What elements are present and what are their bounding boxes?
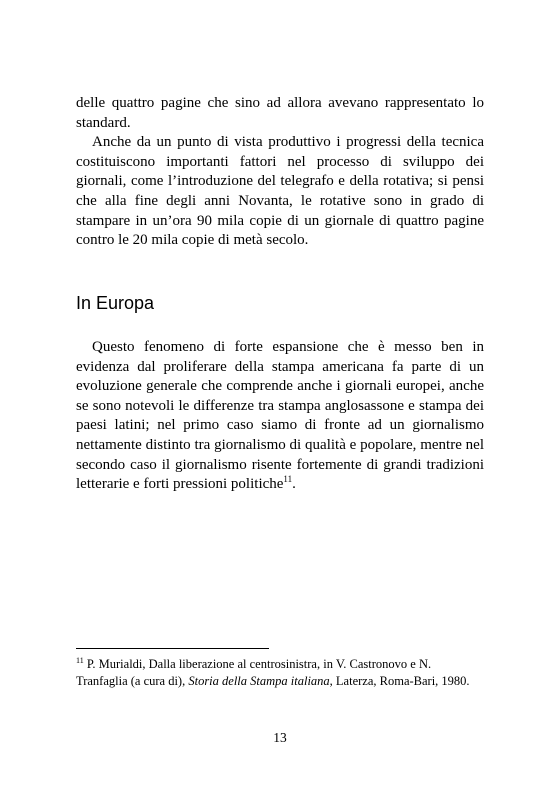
footnote-text-before: P. Murialdi, Dalla liberazione al centrosinistra, in V. Castronovo e N. Tranfaglia (a cura di),	[76, 657, 432, 688]
paragraph-production: Anche da un punto di vista produttivo i progressi della tecnica costituiscono importanti fattori nel processo di sviluppo dei giornali, come l’introduzione del telegrafo e della rotativa; si pensi che alla fine degli anni Novanta, le rotative sono in grado di stampare in un’ora 90 mila copie di un giornale di quattro pagine contro le 20 mila copie di metà secolo.	[76, 134, 484, 249]
footnote-divider	[76, 648, 269, 649]
paragraph-europa	[76, 338, 484, 495]
footnote-reference[interactable]: 11	[283, 474, 293, 485]
text-block-top	[76, 94, 484, 251]
footnote-number: 11	[76, 655, 84, 665]
footnote-text-after: , Laterza, Roma-Bari, 1980.	[329, 673, 470, 688]
paragraph-continuation: delle quattro pagine che sino ad allora avevano rappresentato lo standard.	[76, 95, 484, 131]
footnote-title: Storia della Stampa italiana	[188, 673, 330, 688]
page-number: 13	[273, 730, 287, 745]
paragraph-europa-text: Questo fenomeno di forte espansione che è messo ben in evidenza dal proliferare della stampa americana fa parte di un evoluzione generale che comprende anche i giornali europei, anche se sono notevoli le differenze tra stampa anglosassone e stampa dei paesi latini; nel primo caso siamo di fronte ad un giornalismo nettamente distinto tra giornalismo di qualità e popolare, mentre nel secondo caso il giornalismo risente fortemente di grandi tradizioni letterarie e forti pressioni politiche	[76, 339, 484, 493]
section-heading: In Europa	[76, 293, 155, 313]
paragraph-europa-end: .	[292, 476, 296, 493]
text-block-europa	[76, 338, 484, 495]
footnote	[76, 656, 484, 689]
